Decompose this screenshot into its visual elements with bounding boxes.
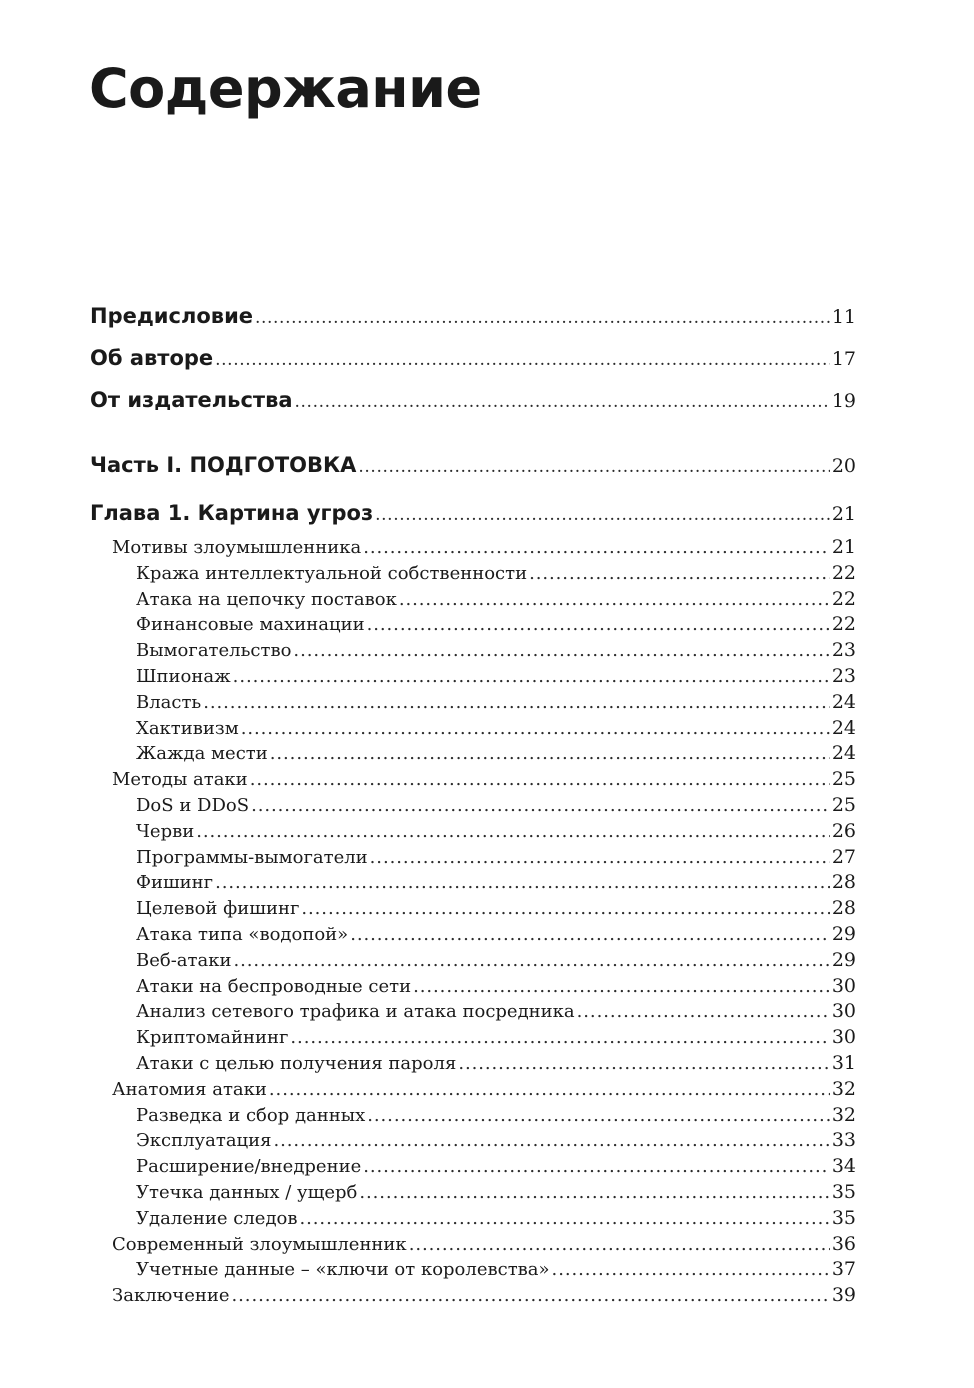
toc-entry-page: 30 [831,974,856,997]
dot-leader [241,716,830,742]
toc-entry-page: 25 [831,793,856,816]
toc-entry-page: 29 [831,922,856,945]
toc-entry-page: 24 [831,716,856,739]
toc-entry-title: Шпионаж [136,665,231,687]
toc-entry-title: Веб-атаки [136,949,232,971]
dot-leader [399,587,830,613]
toc-entry[interactable] [90,690,856,716]
toc-entry[interactable] [90,664,856,690]
dot-leader [196,819,830,845]
toc-entry-page: 20 [831,455,856,477]
toc-entry-title: Программы-вымогатели [136,846,368,868]
toc-entry[interactable] [90,587,856,613]
dot-leader [232,1283,830,1309]
dot-leader [251,793,830,819]
toc-entry-page: 26 [831,819,856,842]
toc-entry-from-publisher[interactable] [90,379,856,421]
toc-entry-page: 17 [831,348,856,370]
toc-entry-page: 28 [831,871,856,894]
toc-entry-title: Целевой фишинг [136,898,300,920]
toc-entry-about-author[interactable] [90,337,856,379]
toc-entry-title: Фишинг [136,872,214,894]
toc-entry-title: Атаки с целью получения пароля [136,1052,457,1074]
toc-entry[interactable] [90,1128,856,1154]
toc-entry-title: Удаление следов [136,1207,298,1229]
toc-entry-page: 36 [831,1232,856,1255]
toc-entry-page: 32 [831,1077,856,1100]
toc-entry[interactable] [90,1257,856,1283]
toc-entry-page: 11 [831,306,856,328]
toc-entry-title: Методы атаки [112,769,248,791]
toc-entry-title: Финансовые махинации [136,614,365,636]
dot-leader [233,664,830,690]
toc-entry-page: 34 [831,1155,856,1178]
toc-entry-title: Черви [136,820,195,842]
toc-entry-page: 23 [831,664,856,687]
toc-entry-title: Мотивы злоумышленника [112,537,362,558]
toc-entry-title: Жажда мести [136,743,268,765]
toc-entry-page: 37 [831,1258,856,1281]
dot-leader [295,381,830,421]
dot-leader [255,297,830,337]
toc-entry-title: Атака типа «водопой» [136,923,349,945]
dot-leader [375,493,830,535]
dot-leader [269,1077,830,1103]
toc-entry-page: 21 [831,536,856,558]
dot-leader [577,999,830,1025]
toc-entry-page: 35 [831,1180,856,1203]
toc-entry-title: Атака на цепочку поставок [136,588,397,610]
toc-entry[interactable] [90,1051,856,1077]
toc-entry[interactable] [90,819,856,845]
dot-leader [290,1025,829,1051]
toc-entry[interactable] [90,1232,856,1258]
toc-entry[interactable] [90,1283,856,1309]
dot-leader [367,612,830,638]
toc-entry[interactable] [90,922,856,948]
toc-entry-page: 19 [831,390,856,412]
toc-entry-title: Часть I. ПОДГОТОВКА [90,453,357,477]
dot-leader [370,845,830,871]
toc-entry-title: Криптомайнинг [136,1027,289,1049]
toc-entry-title: DoS и DDoS [136,794,250,816]
toc-entry[interactable] [90,716,856,742]
toc-entry[interactable] [90,1103,856,1129]
dot-leader [215,870,830,896]
toc-entry[interactable] [90,845,856,871]
toc-entry-page: 23 [831,639,856,662]
toc-entry[interactable] [90,561,856,587]
dot-leader [363,535,830,561]
toc-entry-part-1[interactable] [90,443,856,487]
toc-entry-page: 25 [831,768,856,791]
dot-leader [270,741,830,767]
toc-entry[interactable] [90,638,856,664]
toc-entry-page: 33 [831,1129,856,1152]
toc-entry-page: 29 [831,948,856,971]
dot-leader [358,445,829,487]
toc-entry-page: 27 [831,845,856,868]
toc-entry[interactable] [90,974,856,1000]
toc-entry[interactable] [90,793,856,819]
toc-entry-title: Анатомия атаки [112,1078,267,1100]
toc-entry-title: Предисловие [90,304,254,328]
page-title: Содержание [89,57,482,120]
toc-entry-page: 30 [831,1000,856,1023]
toc-entry-title: Вымогательство [136,640,292,662]
dot-leader [293,638,829,664]
toc-entry[interactable] [90,896,856,922]
toc-entry-page: 39 [831,1284,856,1307]
toc-entry-page: 22 [831,613,856,636]
dot-leader [552,1257,830,1283]
toc-entry-title: Власть [136,691,202,713]
toc-entry[interactable] [90,1154,856,1180]
dot-leader [413,974,830,1000]
dot-leader [529,561,830,587]
toc-entry-page: 28 [831,897,856,920]
toc-entry-preface[interactable] [90,295,856,337]
dot-leader [458,1051,830,1077]
dot-leader [367,1103,830,1129]
dot-leader [363,1154,830,1180]
toc-entry[interactable] [90,1025,856,1051]
toc-entry-title: Анализ сетевого трафика и атака посредника [136,1001,575,1023]
toc-entry-chapter-1[interactable] [90,491,856,535]
toc-entry-page: 21 [831,503,856,525]
toc-entry-page: 32 [831,1103,856,1126]
toc-entry-title: Об авторе [90,346,214,370]
dot-leader [300,1206,830,1232]
toc-entry[interactable] [90,1180,856,1206]
toc-entry-title: Глава 1. Картина угроз [90,501,374,525]
toc-entry[interactable] [90,741,856,767]
toc-entry-title: Учетные данные – «ключи от королевства» [136,1259,550,1281]
toc-entry-title: Разведка и сбор данных [136,1104,366,1126]
table-of-contents [90,295,856,1309]
toc-entry-page: 35 [831,1206,856,1229]
toc-entry-title: Заключение [112,1285,230,1307]
dot-leader [301,896,829,922]
dot-leader [350,922,830,948]
toc-entry-title: Расширение/внедрение [136,1156,362,1178]
toc-entry-page: 31 [831,1051,856,1074]
toc-entry-page: 24 [831,742,856,765]
toc-entry[interactable] [90,1206,856,1232]
toc-entry[interactable] [90,870,856,896]
dot-leader [250,767,830,793]
toc-entry-page: 22 [831,587,856,610]
toc-entry-title: Современный злоумышленник [112,1233,407,1255]
dot-leader [233,948,829,974]
toc-entry[interactable] [90,767,856,793]
toc-entry-title: Утечка данных / ущерб [136,1181,358,1203]
toc-entry-title: От издательства [90,388,293,412]
toc-entry[interactable] [90,612,856,638]
toc-entry-title: Хактивизм [136,717,239,739]
toc-entry-title: Кража интеллектуальной собственности [136,562,528,584]
dot-leader [273,1128,829,1154]
toc-entry-title: Атаки на беспроводные сети [136,975,412,997]
dot-leader [215,339,830,379]
dot-leader [409,1232,830,1258]
toc-entry[interactable] [90,999,856,1025]
toc-entry-page: 30 [831,1026,856,1049]
dot-leader [359,1180,829,1206]
toc-entry-page: 22 [831,561,856,584]
toc-entry[interactable] [90,1077,856,1103]
toc-entry-title: Эксплуатация [136,1130,272,1152]
toc-entry[interactable] [90,535,856,561]
toc-entry[interactable] [90,948,856,974]
dot-leader [203,690,830,716]
toc-entry-page: 24 [831,690,856,713]
